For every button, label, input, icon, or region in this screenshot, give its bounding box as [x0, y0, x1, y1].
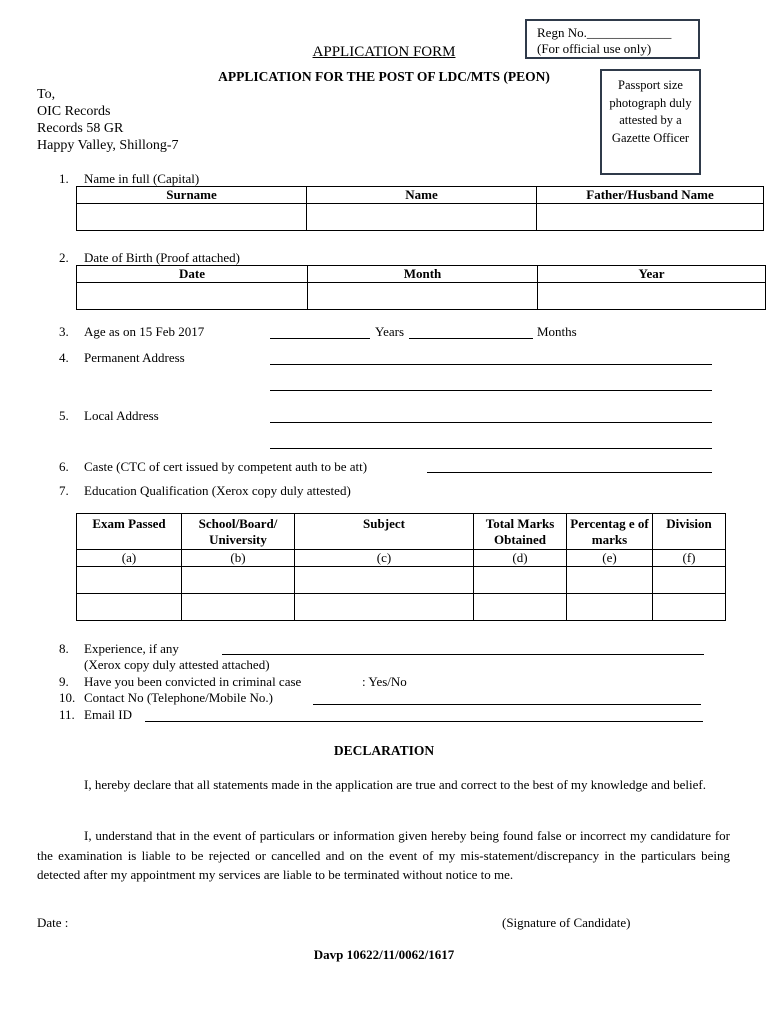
age-years-field[interactable] — [270, 338, 370, 339]
name-in-full-label: Name in full (Capital) — [84, 171, 200, 186]
exam-passed-cell[interactable] — [77, 567, 182, 594]
declaration-text-2: I, understand that in the event of particulars or information given hereby being found false or incorrect my candidature for the examination is liable to be rejected or cancelled and on the event of my mis-statement/discrepancy in the particulars being detected after my appointment my services are liable to be terminated without notice to me. — [37, 828, 730, 882]
addressee-line-3: Happy Valley, Shillong-7 — [37, 138, 179, 153]
education-label: Education Qualification (Xerox copy duly attested) — [84, 483, 351, 498]
dob-month-header: Month — [308, 266, 538, 283]
school-board-cell[interactable] — [182, 594, 295, 621]
email-id-label: Email ID — [84, 707, 133, 722]
name-header: Name — [307, 187, 537, 204]
date-of-birth-table — [76, 265, 766, 310]
education-row — [77, 594, 726, 621]
item-7-number: 7. — [59, 483, 69, 498]
education-table — [76, 513, 726, 621]
father-husband-name-field[interactable] — [537, 204, 764, 231]
dob-date-header: Date — [77, 266, 308, 283]
subject-header: Subject — [295, 514, 474, 550]
dob-date-field[interactable] — [77, 283, 308, 310]
form-title: APPLICATION FORM — [312, 44, 456, 60]
age-months-field[interactable] — [409, 338, 533, 339]
percentage-cell[interactable] — [567, 567, 653, 594]
dob-year-header: Year — [538, 266, 766, 283]
item-11-number: 11. — [59, 707, 75, 722]
caste-label: Caste (CTC of cert issued by competent auth to be att) — [84, 459, 368, 474]
experience-note: (Xerox copy duly attested attached) — [84, 657, 270, 672]
education-row — [77, 567, 726, 594]
local-address-label: Local Address — [84, 408, 159, 423]
column-letter-d: (d) — [474, 550, 567, 567]
criminal-case-answer[interactable]: : Yes/No — [362, 674, 407, 689]
permanent-address-label: Permanent Address — [84, 350, 185, 365]
registration-number-label: Regn No._____________ — [537, 25, 672, 40]
column-letter-c: (c) — [295, 550, 474, 567]
division-cell[interactable] — [653, 567, 726, 594]
item-1-number: 1. — [59, 171, 69, 186]
item-6-number: 6. — [59, 459, 69, 474]
column-letter-a: (a) — [77, 550, 182, 567]
contact-number-field[interactable] — [313, 704, 701, 705]
column-letter-b: (b) — [182, 550, 295, 567]
item-9-number: 9. — [59, 674, 69, 689]
percentage-header: Percentag e of marks — [567, 514, 653, 550]
division-header: Division — [653, 514, 726, 550]
addressee-line-2: Records 58 GR — [37, 121, 124, 136]
total-marks-cell[interactable] — [474, 567, 567, 594]
item-8-number: 8. — [59, 641, 69, 656]
criminal-case-label: Have you been convicted in criminal case — [84, 674, 302, 689]
subject-cell[interactable] — [295, 567, 474, 594]
local-address-line-1[interactable] — [270, 422, 712, 423]
percentage-cell[interactable] — [567, 594, 653, 621]
email-id-field[interactable] — [145, 721, 703, 722]
dob-month-field[interactable] — [308, 283, 538, 310]
subject-cell[interactable] — [295, 594, 474, 621]
age-label: Age as on 15 Feb 2017 — [84, 324, 205, 339]
experience-field[interactable] — [222, 654, 704, 655]
surname-header: Surname — [77, 187, 307, 204]
permanent-address-line-2[interactable] — [270, 390, 712, 391]
date-of-birth-label: Date of Birth (Proof attached) — [84, 250, 240, 265]
item-2-number: 2. — [59, 250, 69, 265]
exam-passed-header: Exam Passed — [77, 514, 182, 550]
dob-year-field[interactable] — [538, 283, 766, 310]
declaration-paragraph-2 — [37, 826, 730, 885]
addressee-line-1: OIC Records — [37, 104, 111, 119]
photograph-instructions: Passport size photograph duly attested by a Gazette Officer — [609, 78, 692, 145]
total-marks-header: Total Marks Obtained — [474, 514, 567, 550]
signature-label: (Signature of Candidate) — [502, 915, 631, 930]
declaration-heading: DECLARATION — [333, 743, 435, 758]
permanent-address-line-1[interactable] — [270, 364, 712, 365]
item-3-number: 3. — [59, 324, 69, 339]
months-label: Months — [537, 324, 577, 339]
addressee-to: To, — [37, 87, 56, 102]
date-label: Date : — [37, 915, 69, 930]
column-letter-e: (e) — [567, 550, 653, 567]
division-cell[interactable] — [653, 594, 726, 621]
item-5-number: 5. — [59, 408, 69, 423]
davp-code: Davp 10622/11/0062/1617 — [313, 947, 455, 962]
exam-passed-cell[interactable] — [77, 594, 182, 621]
local-address-line-2[interactable] — [270, 448, 712, 449]
years-label: Years — [375, 324, 405, 339]
contact-number-label: Contact No (Telephone/Mobile No.) — [84, 690, 273, 705]
column-letter-f: (f) — [653, 550, 726, 567]
official-use-note: (For official use only) — [537, 41, 652, 56]
school-board-header: School/Board/ University — [182, 514, 295, 550]
declaration-paragraph-1 — [37, 775, 730, 795]
experience-label: Experience, if any — [84, 641, 179, 656]
declaration-text-1: I, hereby declare that all statements made in the application are true and correct to the best of my knowledge and belief. — [84, 777, 706, 792]
school-board-cell[interactable] — [182, 567, 295, 594]
name-field[interactable] — [307, 204, 537, 231]
surname-field[interactable] — [77, 204, 307, 231]
father-husband-name-header: Father/Husband Name — [537, 187, 764, 204]
item-10-number: 10. — [59, 690, 76, 705]
addressee-block — [37, 86, 179, 154]
caste-field[interactable] — [427, 472, 712, 473]
total-marks-cell[interactable] — [474, 594, 567, 621]
item-4-number: 4. — [59, 350, 69, 365]
name-table — [76, 186, 764, 231]
form-subtitle: APPLICATION FOR THE POST OF LDC/MTS (PEON) — [218, 69, 550, 84]
